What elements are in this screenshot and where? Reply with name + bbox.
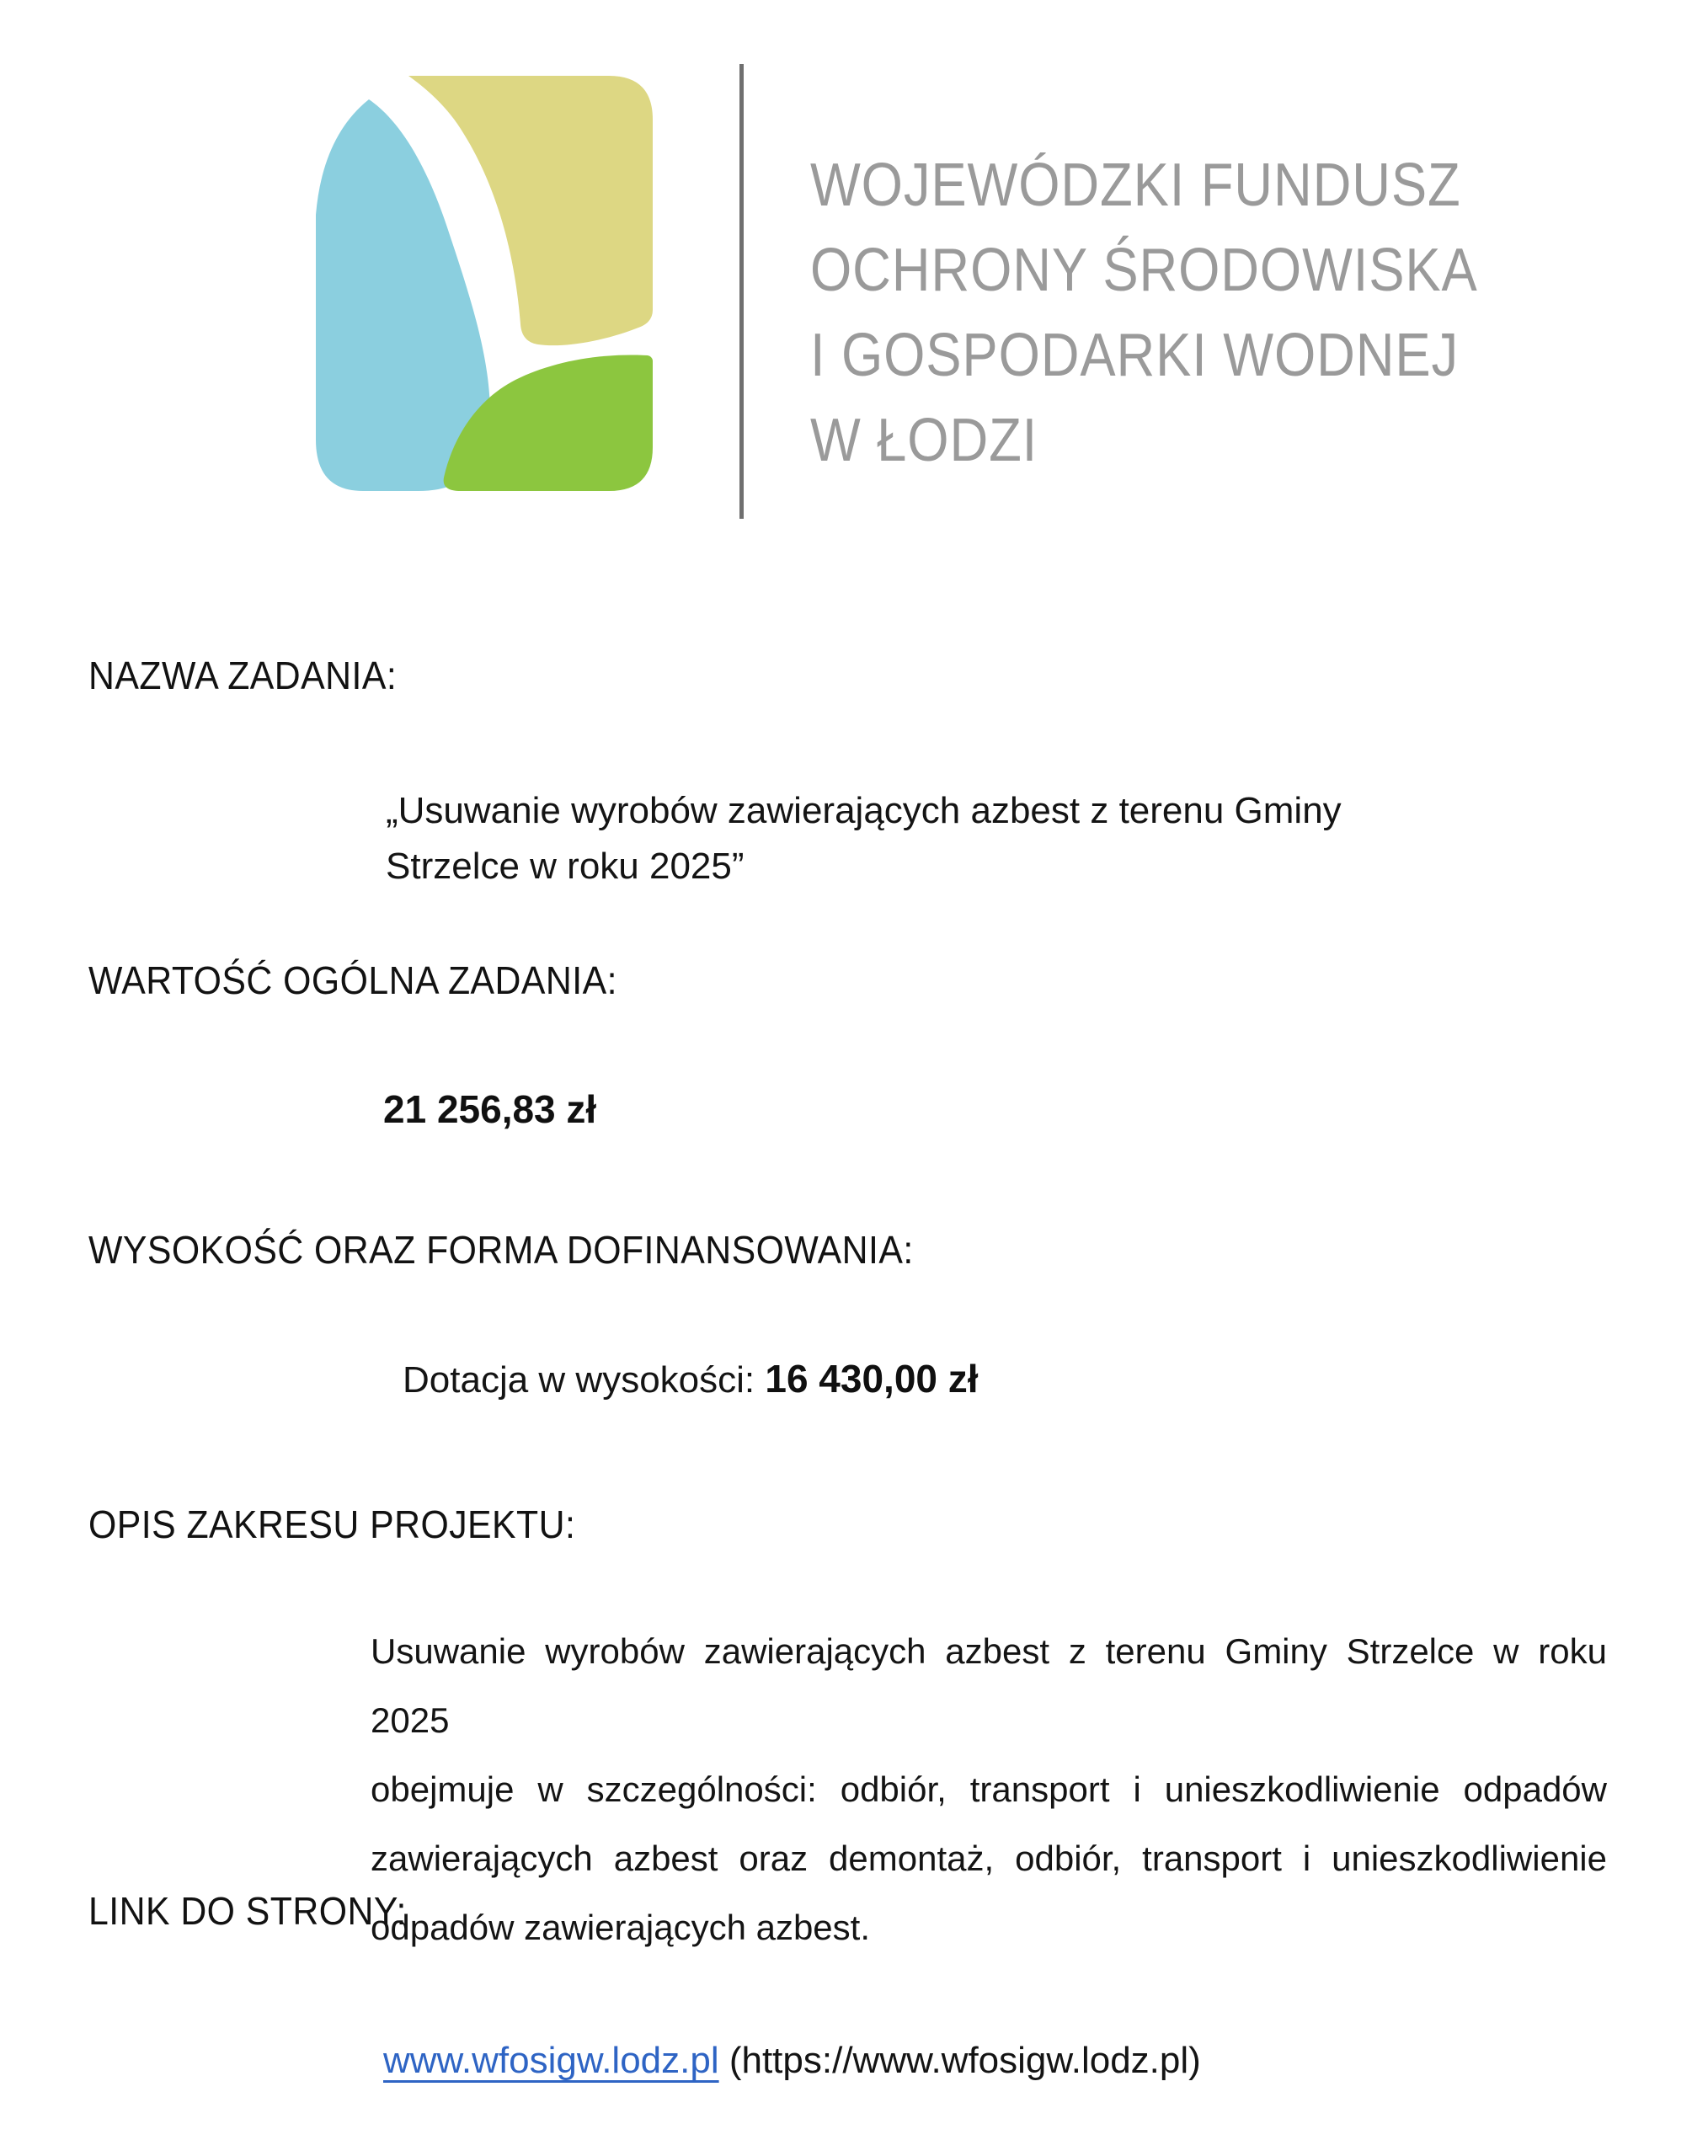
task-name-value (386, 783, 1342, 894)
scope-paragraph-line: odpadów zawierających azbest. (371, 1908, 871, 1947)
wfosigw-logo (316, 76, 653, 493)
funding-value-amount: 16 430,00 zł (765, 1357, 979, 1401)
funding-label: WYSOKOŚĆ ORAZ FORMA DOFINANSOWANIA: (88, 1228, 914, 1272)
website-link-suffix: (https://www.wfosigw.lodz.pl) (718, 2040, 1201, 2081)
logo-divider (739, 64, 744, 519)
funding-value-prefix: Dotacja w wysokości: (403, 1359, 766, 1401)
org-name (810, 143, 1478, 483)
task-name-label: NAZWA ZADANIA: (88, 654, 398, 697)
scope-paragraph (371, 1617, 1607, 1962)
org-name-line: WOJEWÓDZKI FUNDUSZ (810, 152, 1461, 219)
website-link-label: LINK DO STRONY: (88, 1889, 407, 1933)
scope-paragraph-line: obejmuje w szczególności: odbiór, transport i unieszkodliwienie odpadów (371, 1769, 1607, 1809)
scope-paragraph-line: Usuwanie wyrobów zawierających azbest z terenu Gminy Strzelce w roku 2025 (371, 1631, 1607, 1740)
total-value-amount: 21 256,83 zł (383, 1087, 597, 1131)
scope-label: OPIS ZAKRESU PROJEKTU: (88, 1502, 576, 1546)
task-name-line: „Usuwanie wyrobów zawierających azbest z terenu Gminy (386, 790, 1342, 831)
org-name-line: W ŁODZI (810, 407, 1038, 474)
org-name-line: I GOSPODARKI WODNEJ (810, 322, 1460, 389)
funding-value (403, 1356, 979, 1401)
website-link[interactable]: www.wfosigw.lodz.pl (383, 2040, 719, 2081)
website-link-row (383, 2040, 1201, 2082)
total-value-label: WARTOŚĆ OGÓLNA ZADANIA: (88, 958, 617, 1002)
scope-paragraph-line: zawierających azbest oraz demontaż, odbiór, transport i unieszkodliwienie (371, 1838, 1607, 1878)
org-name-line: OCHRONY ŚRODOWISKA (810, 237, 1478, 304)
task-name-line: Strzelce w roku 2025” (386, 846, 745, 887)
